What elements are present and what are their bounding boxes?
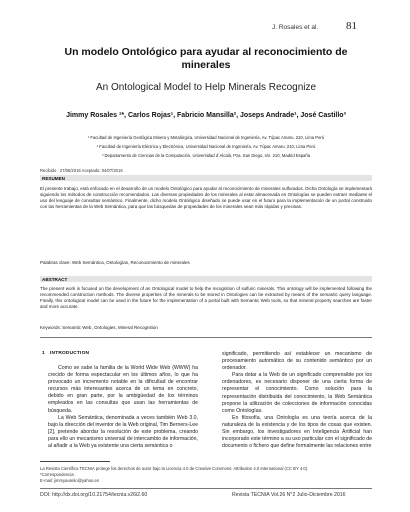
intro-paragraph: En filosofía, una Ontología es una teoría acerca de la naturaleza de la existencia y de los tipos de cosas que existen. Sin embargo, los investigadores en Inteligencia Artificial han incorporado este término a su uso particular con el significado de documento o fichero que define formalmente las relaciones entre	[222, 414, 372, 450]
abstract-header-band	[40, 276, 372, 282]
intro-paragraph: Para dotar a la Web de un significado comprensible por los ordenadores, es necesario disponer de una cierta forma de representar el conocimiento. Como solución para la representación distribuida del conocimiento, la Web Semántica propone la utilización de colecciones de información conocidas como Ontologías.	[222, 372, 372, 414]
doi-link[interactable]: DOI: http://dx.doi.org/10.21754/tecnia.v26i2.60	[40, 492, 148, 498]
section-divider	[40, 337, 372, 338]
introduction-heading: INTRODUCTION	[50, 351, 90, 356]
page-number: 81	[346, 20, 357, 32]
resumen-header-band	[40, 175, 372, 181]
affiliation-2: ² Facultad de Ingeniería Eléctrica y Electrónica, Universidad Nacional de Ingeniería, Av. Túpac Amaru. 210, Lima Perú	[96, 144, 316, 149]
paper-title-english: An Ontological Model to Help Minerals Recognize	[95, 82, 317, 93]
resumen-body: El presente trabajo, está enfocado en el desarrollo de un modelo Ontológico para ayudar al reconocimiento de minerales sulfurados. Dicha Ontología se implementará siguiendo los métodos de construcción recomendados. Las diversas propiedades de los minerales al estar almacenada en Ontologías se pueden extraer mediante el uso del lenguaje de consultas semántico. Finalmente, dicho modelo Ontológico diseñado se puede usar en el futuro para la implementación de un portal construido con las herramientas de la Web Semántica, para que las búsquedas de propiedades de los minerales sean más rápidas y precisas.	[40, 186, 372, 209]
introduction-left-column	[48, 365, 198, 450]
received-accepted-dates: Recibido : 27/06/2016 Aceptado: 04/07/2016	[40, 168, 123, 173]
footnote-divider	[40, 461, 110, 462]
paper-title-spanish: Un modelo Ontológico para ayudar al reconocimiento de minerales	[64, 46, 348, 71]
license-footnote: La Revista Científica TECNIA protege los derechos de autor bajo la Licencia 4.0 de Creative Commons: Attribution 4.0 International (CC BY 4.0).	[40, 466, 309, 471]
section-number: 1	[42, 351, 45, 356]
abstract-body: The present work is focused on the development of an Ontological model to help the recognition of sulfuric minerals. This ontology will be implemented following the recommended construction methods. The diverse properties of the minerals to be stored in Ontologies can be extracted by means of the semantic query language. Finally, this ontological model can be used in the future for the implementation of a portal built with Semantic Web tools, so that mineral property searches are faster and more accurate.	[40, 286, 372, 309]
affiliation-1: ¹ Facultad de Ingeniería Geológica Minera y Metalúrgica, Universidad Nacional de Ingeniería, Av. Túpac Amaru. 210, Lima Perú	[87, 135, 325, 140]
resumen-keywords: Palabras clave: Web Semántica, Ontologías, Reconocimiento de minerales	[40, 260, 190, 265]
intro-paragraph: Como se sabe la familia de la World Wide Web (WWW) ha crecido de forma espectacular en los últimos años, lo que ha provocado un incremento notable en la dificultad de encontrar recursos más interesantes acerca de un tema en concreto, debido en gran parte, por la ambigüedad de los términos empleados en las consultas que usan las herramientas de búsqueda.	[48, 365, 198, 414]
affiliation-3: ³ Departamento de Ciencias de la Computación, Universidad d´Alcalá, Pza. San Diego, s/n. 210, Madrid España	[101, 153, 311, 158]
resumen-heading: RESUMEN	[42, 176, 65, 181]
abstract-keywords: Keywords: Semantic Web, Ontologies, Mineral Recognition	[40, 325, 158, 330]
email-footnote: E-mail: jimmyaurelio@yahoo.es	[40, 478, 99, 483]
journal-citation: Revista TECNIA Vol.26 N°2 Julio-Diciembre 2016	[232, 492, 346, 498]
author-list: Jimmy Rosales ¹*, Carlos Rojas¹, Fabricio Mansilla², Joseps Andrade¹, José Castillo³	[66, 112, 346, 119]
abstract-heading: ABSTRACT	[42, 277, 68, 282]
footer-divider	[40, 488, 372, 489]
correspondence-footnote: *Correspondencia:	[40, 472, 75, 477]
running-header-author: J. Rosales et al.	[272, 24, 319, 31]
introduction-right-column	[222, 351, 372, 450]
intro-paragraph: La Web Semántica, denominada a veces también Web 3.0, bajo la dirección del inventor de la Web original, Tim Berners-Lee [2], pretende abordar la resolución de este problema, creando para ello un mecanismo universal de intercambio de información, al añadir a la Web ya existente una cierta semántica o	[48, 414, 198, 450]
intro-paragraph: significado, permitiendo así establecer un mecanismo de procesamiento automático de su contenido semántico por un ordenador.	[222, 351, 372, 372]
